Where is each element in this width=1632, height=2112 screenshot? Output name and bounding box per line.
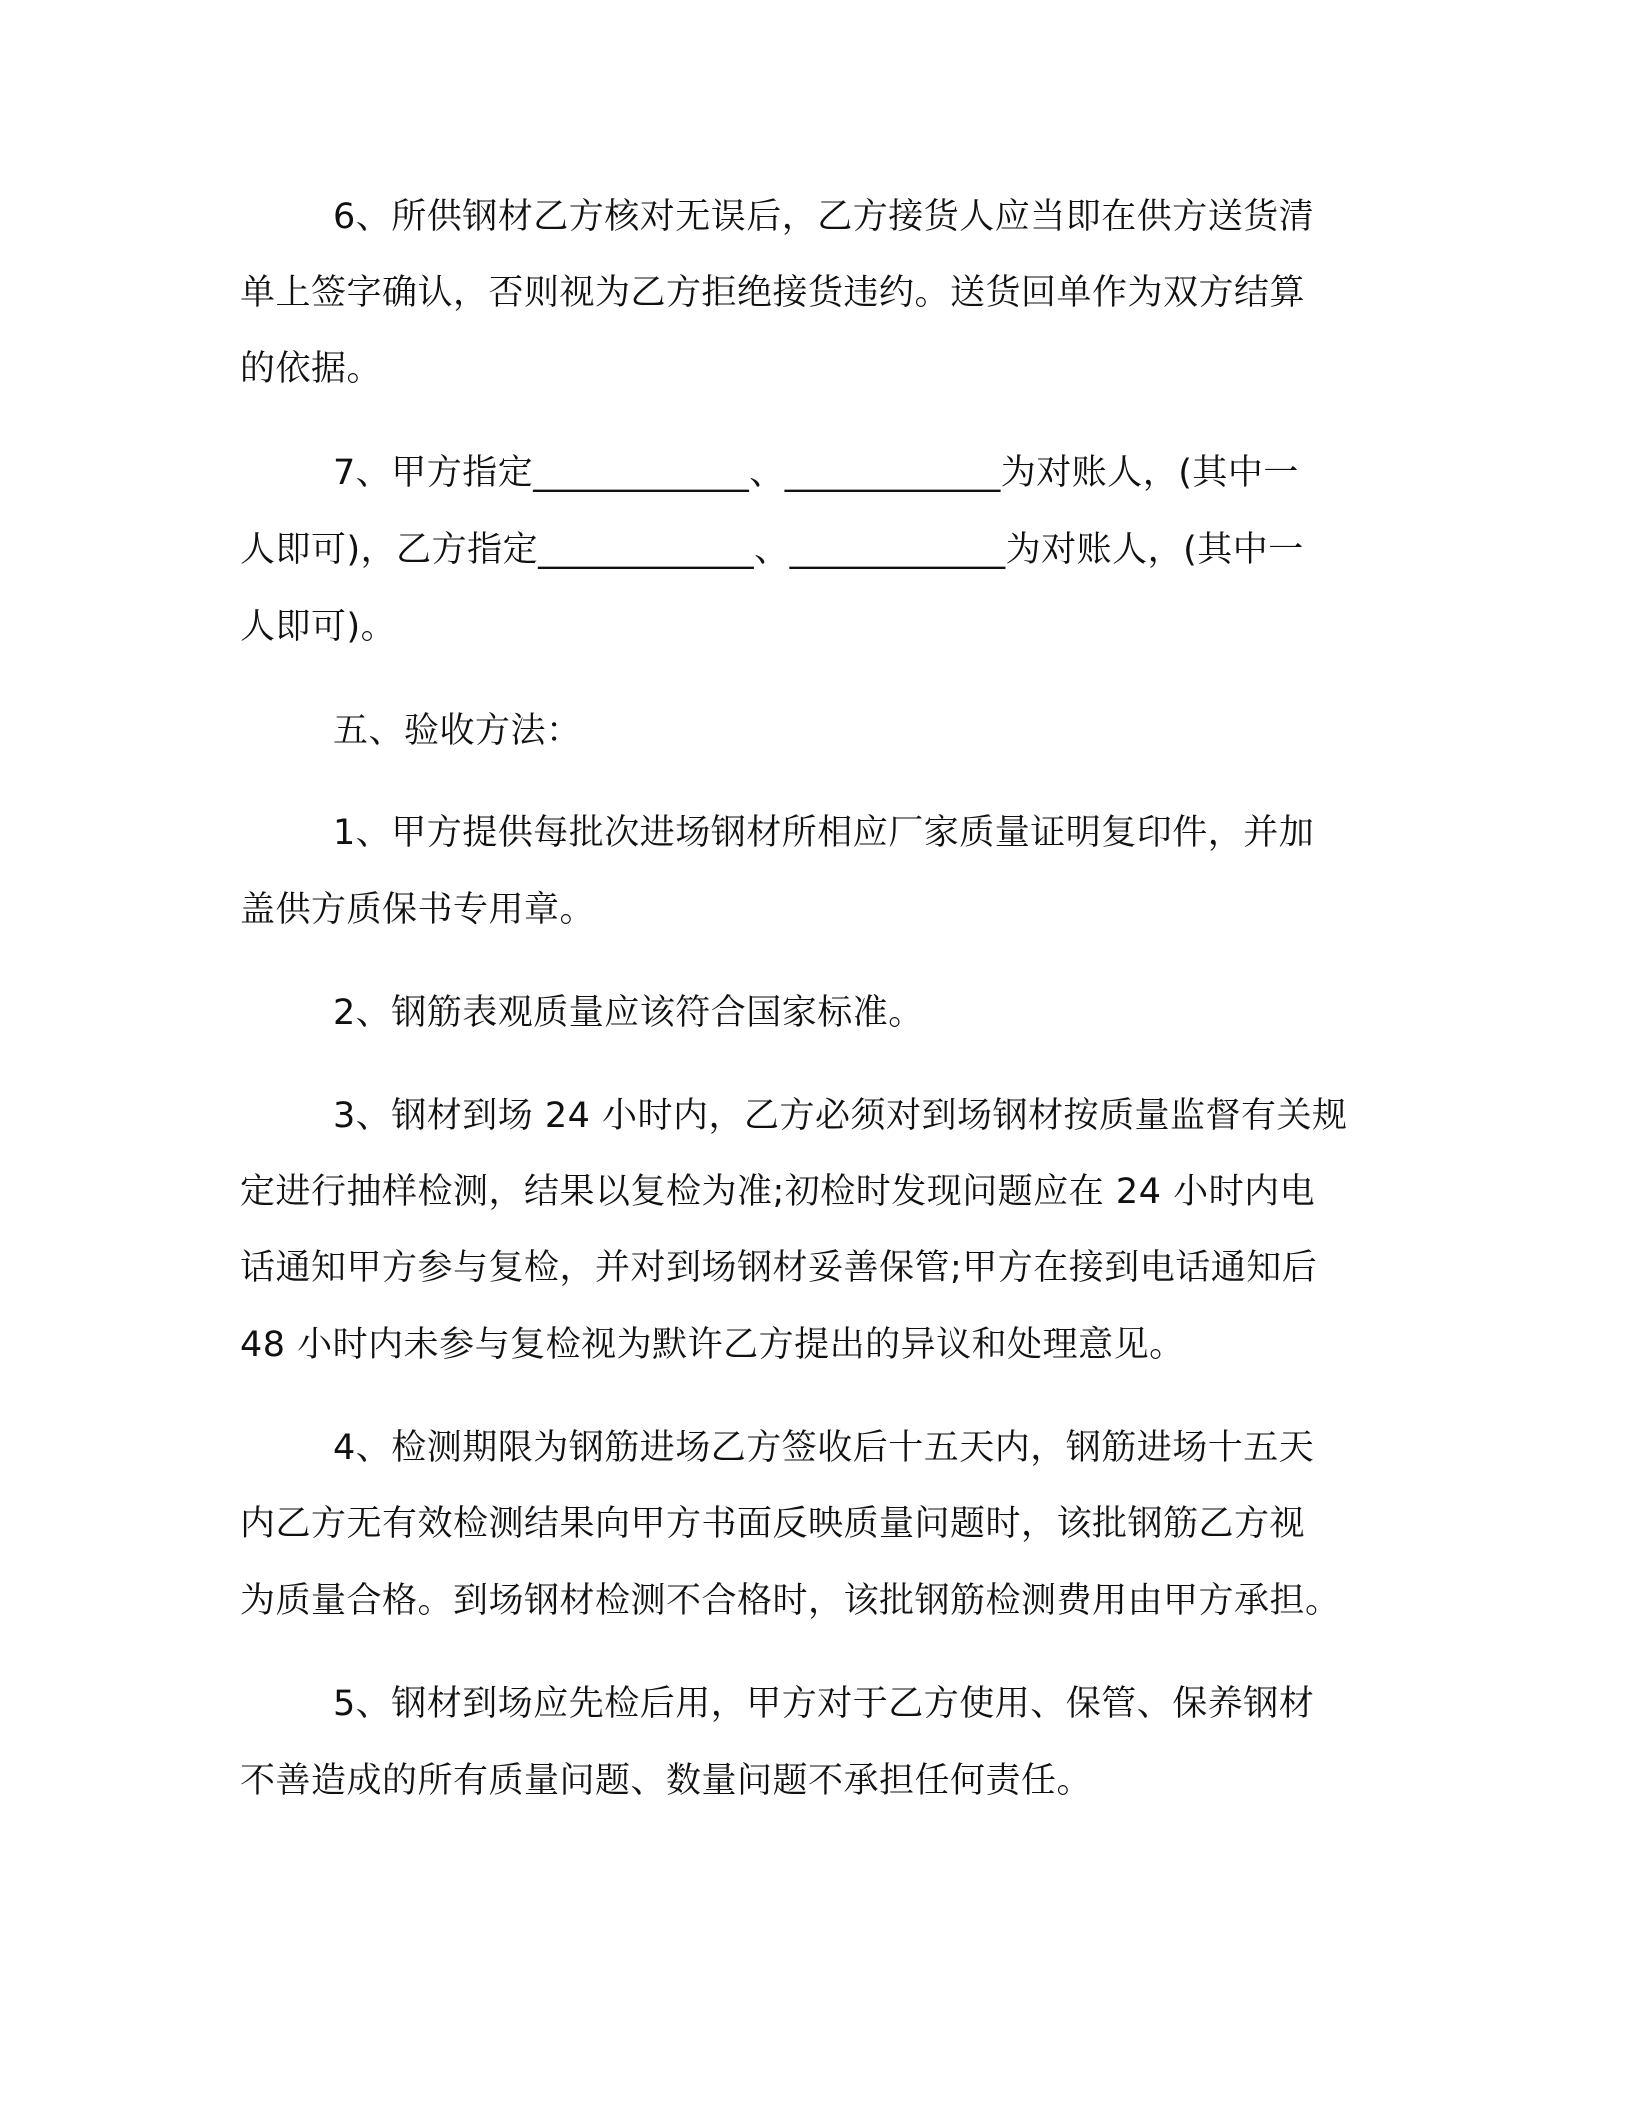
acceptance-1-line-2: 盖供方质保书专用章。 xyxy=(240,890,596,930)
clause-6-line-3: 的依据。 xyxy=(240,349,383,389)
clause-7-line-1: 7、甲方指定____________、____________为对账人，(其中一 xyxy=(333,453,1299,493)
clause-6-line-1: 6、所供钢材乙方核对无误后，乙方接货人应当即在供方送货清 xyxy=(333,197,1315,237)
clause-7-line-2: 人即可)，乙方指定____________、____________为对账人，(其中一 xyxy=(240,530,1304,570)
acceptance-5-line-2: 不善造成的所有质量问题、数量问题不承担任何责任。 xyxy=(240,1761,1093,1801)
acceptance-1-line-1: 1、甲方提供每批次进场钢材所相应厂家质量证明复印件，并加 xyxy=(333,813,1315,853)
acceptance-3-line-3: 话通知甲方参与复检，并对到场钢材妥善保管;甲方在接到电话通知后 xyxy=(240,1248,1318,1288)
acceptance-5-line-1: 5、钢材到场应先检后用，甲方对于乙方使用、保管、保养钢材 xyxy=(333,1684,1315,1724)
acceptance-3-line-4: 48 小时内未参与复检视为默许乙方提出的异议和处理意见。 xyxy=(240,1325,1185,1365)
acceptance-2-line-1: 2、钢筋表观质量应该符合国家标准。 xyxy=(333,993,924,1033)
acceptance-3-line-1: 3、钢材到场 24 小时内，乙方必须对到场钢材按质量监督有关规 xyxy=(333,1096,1348,1136)
acceptance-3-line-2: 定进行抽样检测，结果以复检为准;初检时发现问题应在 24 小时内电 xyxy=(240,1172,1316,1212)
acceptance-4-line-2: 内乙方无有效检测结果向甲方书面反映质量问题时，该批钢筋乙方视 xyxy=(240,1504,1306,1544)
clause-7-line-3: 人即可)。 xyxy=(240,607,397,647)
clause-6-line-2: 单上签字确认，否则视为乙方拒绝接货违约。送货回单作为双方结算 xyxy=(240,273,1306,313)
section-5-heading: 五、验收方法： xyxy=(333,711,582,751)
acceptance-4-line-3: 为质量合格。到场钢材检测不合格时，该批钢筋检测费用由甲方承担。 xyxy=(240,1581,1341,1621)
acceptance-4-line-1: 4、检测期限为钢筋进场乙方签收后十五天内，钢筋进场十五天 xyxy=(333,1428,1315,1468)
